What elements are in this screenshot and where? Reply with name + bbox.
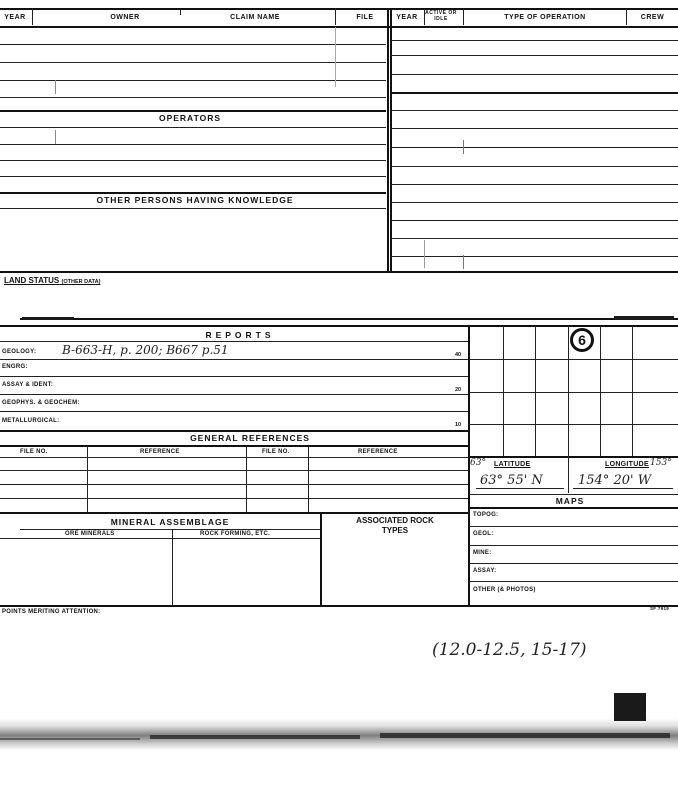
lon-suffix: 153° bbox=[650, 458, 672, 468]
maps-title: MAPS bbox=[555, 496, 585, 506]
lat-prefix: 63° bbox=[470, 458, 486, 468]
header-owner: OWNER bbox=[110, 14, 140, 21]
header-file: FILE bbox=[356, 14, 374, 21]
map-mine: MINE: bbox=[473, 550, 492, 556]
map-geol: GEOL: bbox=[473, 531, 494, 537]
land-status-sublabel: (OTHER DATA) bbox=[61, 279, 101, 285]
form-number: SF 7919 bbox=[650, 606, 670, 611]
operators-label: OPERATORS bbox=[158, 113, 222, 123]
handwritten-note: (12.0-12.5, 15-17) bbox=[432, 640, 587, 660]
report-geology-label: GEOLOGY: bbox=[2, 349, 37, 355]
ref-col-reference-2: REFERENCE bbox=[358, 449, 398, 455]
reports-title: REPORTS bbox=[205, 330, 275, 340]
report-geophys-label: GEOPHYS. & GEOCHEM: bbox=[2, 400, 80, 406]
map-assay: ASSAY: bbox=[473, 568, 497, 574]
land-status-title: LAND STATUS bbox=[4, 276, 60, 285]
map-topog: TOPOG: bbox=[473, 512, 499, 518]
map-other: OTHER (& PHOTOS) bbox=[473, 587, 536, 593]
points-meriting-attention: POINTS MERITING ATTENTION: bbox=[2, 609, 101, 615]
report-num-20: 20 bbox=[455, 387, 462, 393]
col-rock-forming: ROCK FORMING, ETC. bbox=[200, 531, 271, 537]
ref-col-file-no-2: FILE NO. bbox=[262, 449, 290, 455]
report-metallurgical-label: METALLURGICAL: bbox=[2, 418, 60, 424]
land-status-label bbox=[4, 276, 100, 285]
col-ore-minerals: ORE MINERALS bbox=[65, 531, 115, 537]
lat-label: LATITUDE bbox=[494, 461, 531, 468]
header-claim-name: CLAIM NAME bbox=[230, 14, 280, 21]
ref-col-file-no: FILE NO. bbox=[20, 449, 48, 455]
mineral-assemblage-title: MINERAL ASSEMBLAGE bbox=[110, 517, 230, 527]
header-type-of-operation: TYPE OF OPERATION bbox=[504, 14, 586, 21]
header-crew: CREW bbox=[640, 14, 665, 21]
general-references-title: GENERAL REFERENCES bbox=[190, 433, 310, 443]
registration-mark bbox=[614, 693, 646, 721]
report-geology-value: B-663-H, p. 200; B667 p.51 bbox=[62, 343, 229, 357]
other-persons-label: OTHER PERSONS HAVING KNOWLEDGE bbox=[96, 195, 294, 205]
lat-value: 63° 55' N bbox=[480, 473, 543, 488]
report-num-40: 40 bbox=[455, 352, 462, 358]
lon-label: LONGITUDE bbox=[605, 461, 649, 468]
circled-number bbox=[570, 328, 594, 352]
header-active-or-idle: ACTIVE OR IDLE bbox=[425, 10, 457, 22]
report-assay-label: ASSAY & IDENT: bbox=[2, 382, 54, 388]
associated-rock-types: ASSOCIATED ROCK TYPES bbox=[356, 516, 434, 535]
report-engrg-label: ENGRG: bbox=[2, 364, 28, 370]
circled-number-text: 6 bbox=[578, 332, 586, 348]
lon-value: 154° 20' W bbox=[578, 473, 652, 488]
ref-col-reference: REFERENCE bbox=[140, 449, 180, 455]
header-year: YEAR bbox=[4, 14, 26, 21]
header-year-2: YEAR bbox=[396, 14, 418, 21]
report-num-10: 10 bbox=[455, 422, 462, 428]
